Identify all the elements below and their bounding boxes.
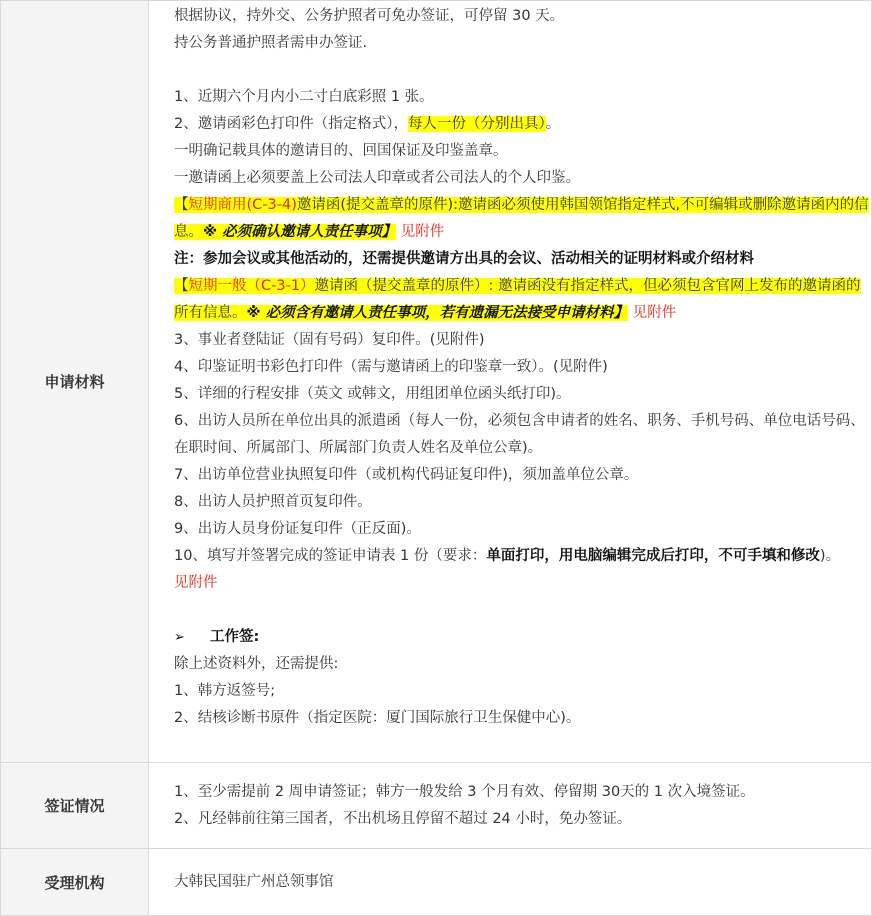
work-item-2: 2、结核诊断书原件（指定医院：厦门国际旅行卫生保健中心)。 bbox=[174, 710, 581, 726]
agency-content bbox=[149, 849, 872, 916]
agency-row bbox=[1, 849, 872, 916]
intro-line-2: 持公务普通护照者需申办签证. bbox=[174, 35, 368, 51]
intro-line-1: 根据协议，持外交、公务护照者可免办签证，可停留 30 天。 bbox=[174, 8, 565, 24]
item-10-attachment bbox=[174, 570, 871, 597]
c34-warning: ※ 必须确认邀请人责任事项】 bbox=[203, 224, 397, 240]
spacer bbox=[174, 57, 871, 84]
arrow-bullet-icon: ➢ bbox=[174, 630, 185, 645]
item-10-requirement: 单面打印，用电脑编辑完成后打印，不可手填和修改 bbox=[486, 548, 820, 564]
item-8: 8、出访人员护照首页复印件。 bbox=[174, 494, 372, 510]
item-2-highlight: 每人一份（分别出具） bbox=[407, 116, 546, 132]
agency-name: 大韩民国驻广州总领事馆 bbox=[174, 873, 334, 890]
work-visa-title: 工作签: bbox=[210, 629, 260, 645]
materials-content bbox=[149, 1, 872, 763]
item-10-text: 10、填写并签署完成的签证申请表 1 份（要求： bbox=[174, 548, 487, 564]
item-9: 9、出访人员身份证复印件（正反面)。 bbox=[174, 521, 421, 537]
item-2 bbox=[174, 111, 871, 138]
item-7: 7、出访单位营业执照复印件（或机构代码证复印件)，须加盖单位公章。 bbox=[174, 467, 639, 483]
c31-open: 【 bbox=[174, 278, 189, 294]
status-row bbox=[1, 763, 872, 849]
item-6: 6、出访人员所在单位出具的派遣函（每人一份，必须包含申请者的姓名、职务、手机号码、单位电话号码、在职时间、所属部门、所属部门负责人姓名及单位公章)。 bbox=[174, 413, 865, 456]
conference-note: 注：参加会议或其他活动的，还需提供邀请方出具的会议、活动相关的证明材料或介绍材料 bbox=[174, 251, 754, 267]
c31-attachment-link[interactable]: 见附件 bbox=[632, 305, 677, 321]
c34-attachment-link[interactable]: 见附件 bbox=[400, 224, 445, 240]
work-visa-heading bbox=[174, 624, 871, 651]
item-2-text: 2、邀请函彩色打印件（指定格式）， bbox=[174, 116, 408, 132]
c34-open: 【 bbox=[174, 197, 189, 213]
status-line-2: 2、凡经韩前往第三国者，不出机场且停留不超过 24 小时，免办签证。 bbox=[174, 810, 632, 827]
spacer bbox=[174, 597, 871, 624]
note-line-1: 一明确记载具体的邀请目的、回国保证及印鉴盖章。 bbox=[174, 143, 508, 159]
c31-block bbox=[174, 273, 871, 327]
status-line-1: 1、至少需提前 2 周申请签证；韩方一般发给 3 个月有效、停留期 30天的 1 次入境签证。 bbox=[174, 783, 755, 800]
work-item-1: 1、韩方返签号; bbox=[174, 683, 276, 699]
materials-label: 申请材料 bbox=[1, 1, 149, 763]
c34-block bbox=[174, 192, 871, 246]
status-content bbox=[149, 763, 872, 849]
item-10 bbox=[174, 543, 871, 570]
c31-text: 邀请函（提交盖章的原件）: 邀请函没有指定样式，但必须包含官网上发布的邀请函的所有信息。 bbox=[174, 278, 861, 321]
c34-type: 短期商用(C-3-4) bbox=[188, 197, 297, 213]
status-label: 签证情况 bbox=[1, 763, 149, 849]
agency-label: 受理机构 bbox=[1, 849, 149, 916]
note-line-2: 一邀请函上必须要盖上公司法人印章或者公司法人的个人印鉴。 bbox=[174, 170, 580, 186]
item-10-attachment-link[interactable]: 见附件 bbox=[174, 575, 218, 591]
item-10-end: )。 bbox=[819, 548, 841, 564]
c34-text: 邀请函(提交盖章的原件):邀请函必须使用韩国领馆指定样式,不可编辑或删除邀请函内的信息。 bbox=[174, 197, 869, 240]
item-2-end: 。 bbox=[545, 116, 561, 132]
item-4: 4、印鉴证明书彩色打印件（需与邀请函上的印鉴章一致）。(见附件) bbox=[174, 359, 608, 375]
c31-type: 短期一般（C-3-1） bbox=[188, 278, 315, 294]
item-3: 3、事业者登陆证（固有号码）复印件。(见附件) bbox=[174, 332, 485, 348]
item-5: 5、详细的行程安排（英文 或韩文，用组团单位函头纸打印)。 bbox=[174, 386, 571, 402]
c31-warning: ※ 必须含有邀请人责任事项，若有遗漏无法接受申请材料】 bbox=[246, 305, 629, 321]
materials-row bbox=[1, 1, 872, 763]
item-1: 1、近期六个月内小二寸白底彩照 1 张。 bbox=[174, 89, 434, 105]
work-intro: 除上述资料外，还需提供: bbox=[174, 656, 339, 672]
